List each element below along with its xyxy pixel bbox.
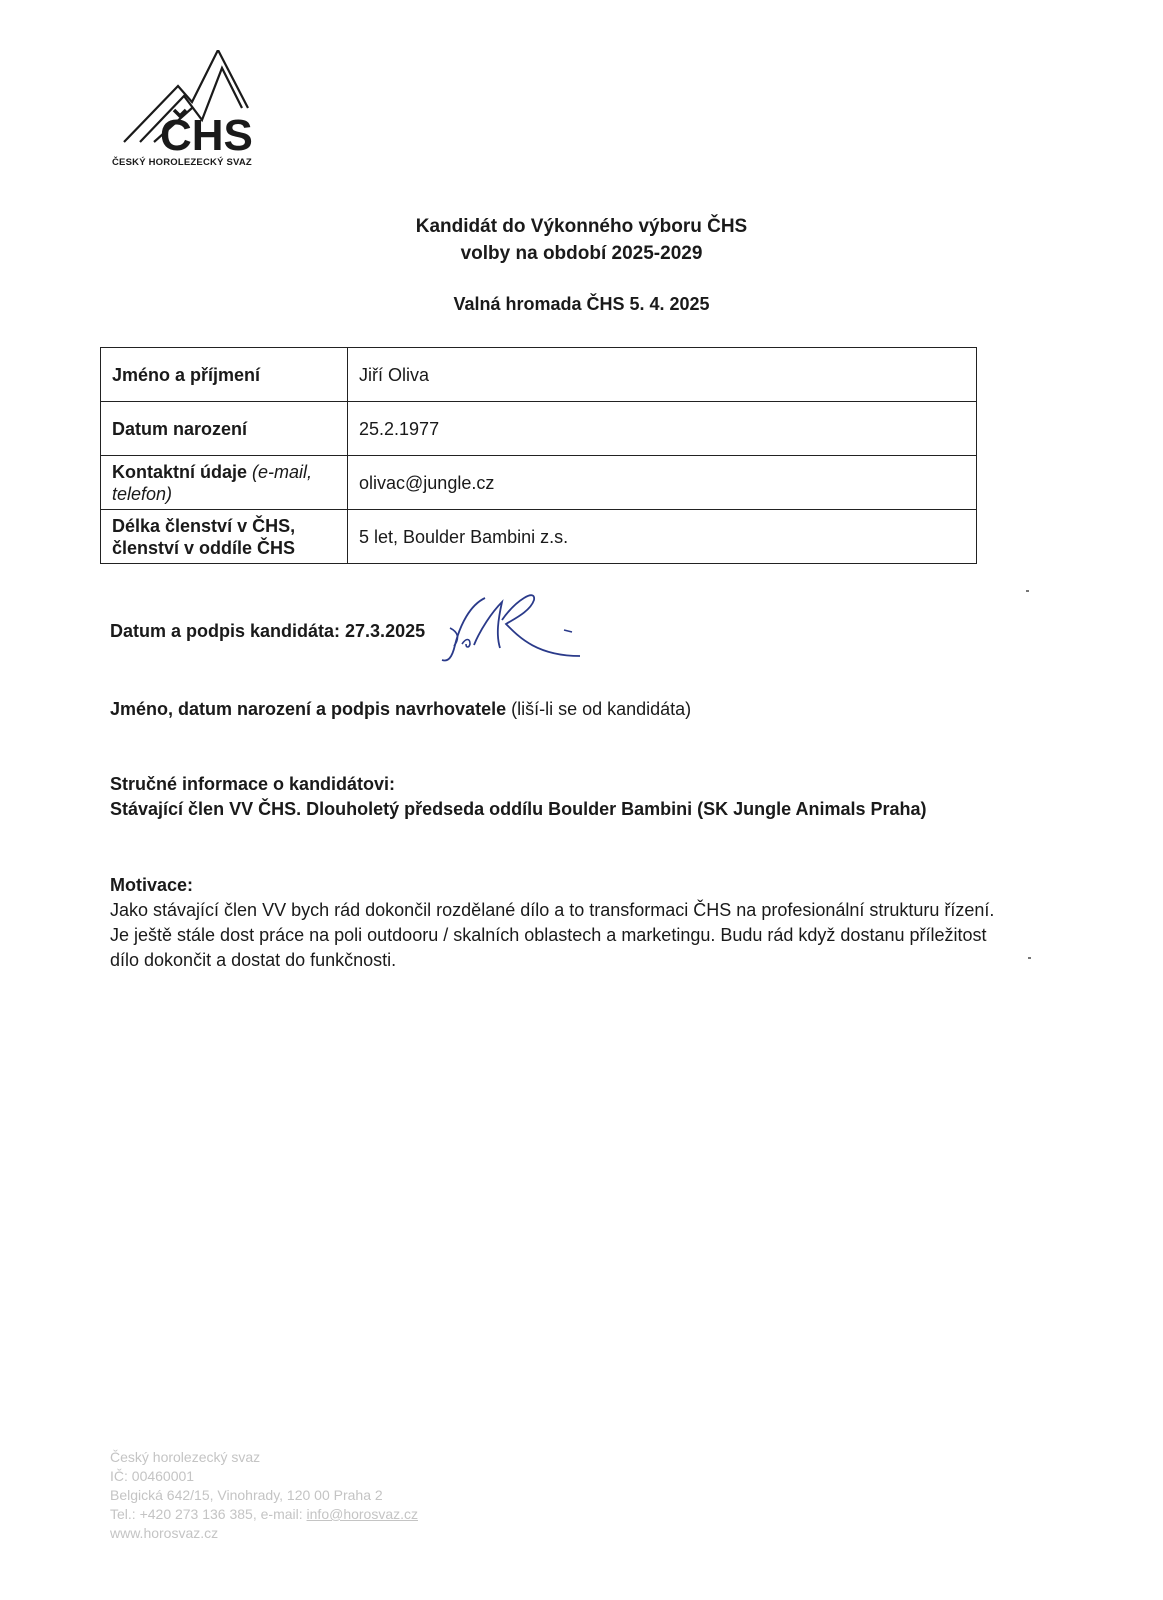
row-label: Jméno a příjmení	[101, 348, 348, 402]
table-row	[101, 348, 977, 402]
footer-email-link[interactable]: info@horosvaz.cz	[306, 1506, 419, 1522]
handwritten-signature	[440, 590, 590, 670]
signature-label: Datum a podpis kandidáta: 27.3.2025	[110, 621, 426, 641]
row-label-italic: (e-mail, telefon)	[112, 461, 313, 504]
row-label	[101, 456, 348, 510]
table-row	[101, 510, 977, 564]
chs-logo	[112, 50, 262, 175]
scan-speck	[1026, 590, 1029, 592]
document-subtitle: volby na období 2025-2029	[460, 243, 703, 264]
proposer-label: Jméno, datum narození a podpis navrhovatele	[110, 699, 507, 719]
footer-address	[110, 1448, 418, 1543]
row-label-bold: Kontaktní údaje	[112, 461, 253, 482]
proposer-note: (liší-li se od kandidáta)	[506, 699, 692, 719]
table-row	[101, 402, 977, 456]
logo-org-name: ČESKÝ HOROLEZECKÝ SVAZ	[112, 157, 252, 168]
candidate-info-table	[100, 347, 977, 564]
row-label: Datum narození	[101, 402, 348, 456]
footer-website-link[interactable]: www.horosvaz.cz	[110, 1525, 219, 1541]
motivation-text: Jako stávající člen VV bych rád dokončil rozdělané dílo a to transformaci ČHS na profesionální strukturu řízení. Je ještě stále dost práce na poli outdooru / skalních oblastech a marketingu. Budu rád když dostanu příležitost dílo dokončit a dostat do funkčnosti.	[110, 900, 995, 970]
row-value: Jiří Oliva	[348, 348, 977, 402]
footer-ic: IČ: 00460001	[110, 1468, 195, 1484]
footer-contact	[110, 1505, 418, 1524]
logo-mark-text: CHS	[160, 111, 253, 155]
mountain-logo-icon	[122, 50, 262, 155]
footer-phone: Tel.: +420 273 136 385, e-mail:	[110, 1506, 307, 1522]
footer-address-line: Belgická 642/15, Vinohrady, 120 00 Praha 2	[110, 1487, 383, 1503]
scan-speck	[1028, 957, 1031, 959]
row-value: 5 let, Boulder Bambini z.s.	[348, 510, 977, 564]
assembly-date: Valná hromada ČHS 5. 4. 2025	[453, 294, 710, 314]
row-value: 25.2.1977	[348, 402, 977, 456]
row-label: Délka členství v ČHS, členství v oddíle ČHS	[101, 510, 348, 564]
brief-info-heading: Stručné informace o kandidátovi:	[110, 774, 396, 794]
footer-org: Český horolezecký svaz	[110, 1449, 261, 1465]
brief-info-text: Stávající člen VV ČHS. Dlouholetý předseda oddílu Boulder Bambini (SK Jungle Animals Praha)	[110, 799, 927, 819]
row-value: olivac@jungle.cz	[348, 456, 977, 510]
table-row	[101, 456, 977, 510]
proposer-line	[110, 697, 691, 722]
motivation-heading: Motivace:	[110, 875, 194, 895]
document-title: Kandidát do Výkonného výboru ČHS	[415, 216, 748, 237]
